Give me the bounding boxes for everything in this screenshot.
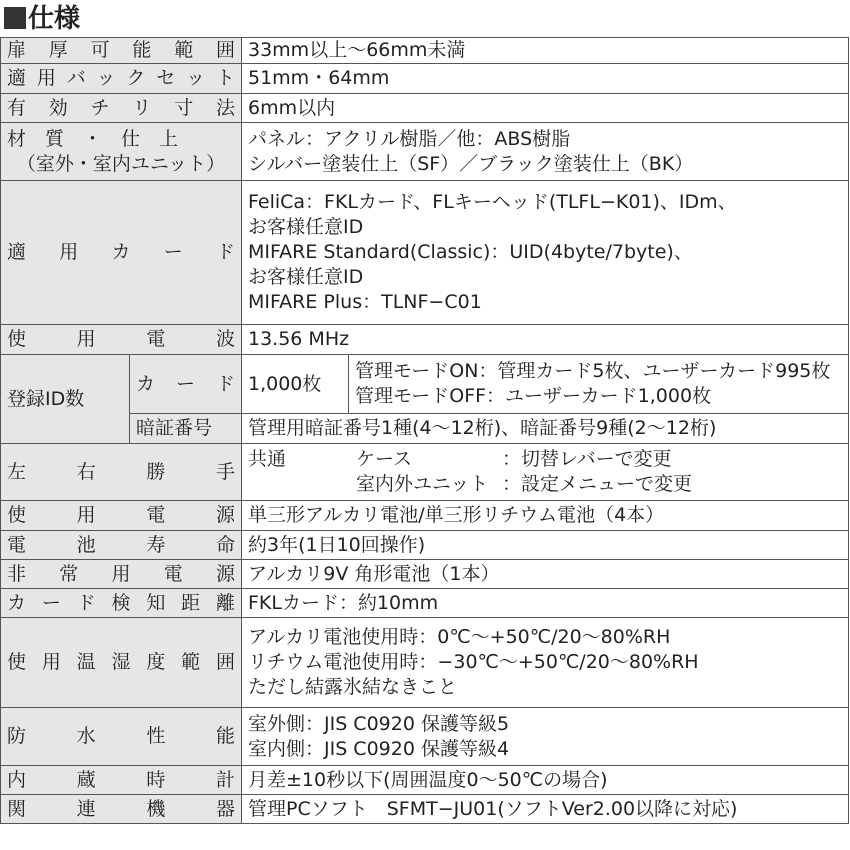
- label-char: 検: [111, 591, 131, 614]
- row-label: [1, 589, 242, 618]
- row-label-text: [7, 460, 235, 485]
- handing-case-value: ：切替レバーで変更: [502, 448, 672, 470]
- label-char: 非: [7, 562, 27, 585]
- label-char: 離: [215, 591, 235, 614]
- row-label-text: [7, 797, 235, 822]
- label-char: チ: [90, 96, 110, 119]
- label-char: 蔵: [76, 768, 96, 791]
- label-char: 時: [146, 768, 166, 791]
- row-label: [1, 708, 242, 766]
- row-label-text: [7, 533, 235, 558]
- label-char: 防: [7, 725, 27, 747]
- label-char: ッ: [186, 67, 206, 89]
- label-char: 可: [90, 39, 110, 61]
- label-char: カ: [111, 241, 131, 263]
- row-label-text: [7, 38, 235, 63]
- row-label: [1, 560, 242, 589]
- label-char: 用: [59, 241, 79, 263]
- table-row: [1, 560, 849, 589]
- value-line: MIFARE Plus：TLNF−C01: [248, 291, 482, 313]
- table-row: [1, 444, 849, 501]
- label-char: 適: [7, 241, 27, 263]
- label-char: ド: [215, 372, 235, 395]
- label-char: 範: [174, 39, 194, 61]
- label-char: 有: [7, 96, 27, 119]
- label-char: 寸: [174, 96, 194, 119]
- label-char: 右: [76, 460, 96, 483]
- label-char: 波: [215, 328, 235, 350]
- row-value: 6mm以内: [242, 94, 849, 123]
- label-char: 能: [132, 39, 152, 61]
- row-value: 管理用暗証番号1種(4〜12桁)、暗証番号9種(2〜12桁): [242, 414, 849, 444]
- value-line: 室外側：JIS C0920 保護等級5: [248, 712, 510, 735]
- table-row: [1, 64, 849, 94]
- row-label: [1, 64, 242, 94]
- label-char: 水: [76, 725, 96, 747]
- row-label: [1, 444, 242, 501]
- spec-table-container: [0, 37, 848, 824]
- table-row: [1, 38, 849, 64]
- label-char: 池: [76, 533, 96, 556]
- table-row: [1, 708, 849, 766]
- row-label-text: [136, 372, 235, 397]
- table-row: [1, 531, 849, 560]
- label-char: ー: [41, 591, 61, 614]
- handing-unit-key: 室内外ユニット: [356, 473, 489, 495]
- row-label: [1, 123, 242, 181]
- label-char: ド: [215, 241, 235, 263]
- row-value: [242, 181, 849, 325]
- label-char: 効: [48, 96, 68, 119]
- label-char: 勝: [146, 460, 166, 483]
- label-char: リ: [132, 96, 152, 119]
- value-line: お客様任意ID: [248, 216, 364, 238]
- sub-label: 暗証番号: [130, 414, 242, 444]
- handing-case-key: ケース: [356, 448, 413, 470]
- table-row: [1, 181, 849, 325]
- row-label-main: 材 質 ・ 仕 上: [7, 127, 179, 150]
- row-value: 33mm以上〜66mm未満: [242, 38, 849, 64]
- label-char: 計: [215, 768, 235, 791]
- title-square-icon: [4, 7, 26, 29]
- label-char: 源: [215, 562, 235, 585]
- label-char: ー: [175, 372, 195, 395]
- handing-case: [356, 447, 692, 472]
- table-row: [1, 766, 849, 795]
- row-value: [242, 708, 849, 766]
- sub-label: [130, 355, 242, 414]
- label-char: 電: [163, 562, 183, 585]
- row-value: [242, 123, 849, 181]
- label-char: 能: [215, 725, 235, 747]
- row-label: [1, 38, 242, 64]
- table-row: [1, 501, 849, 531]
- label-char: セ: [156, 67, 176, 89]
- label-char: 法: [215, 96, 235, 119]
- row-label-text: [7, 591, 235, 616]
- label-char: 度: [146, 651, 166, 673]
- row-label: [1, 766, 242, 795]
- label-char: 電: [7, 533, 27, 556]
- label-char: カ: [7, 591, 27, 614]
- label-char: 常: [59, 562, 79, 585]
- title-text: 仕様: [28, 4, 81, 34]
- row-label-text: [7, 327, 235, 352]
- label-char: 寿: [146, 533, 166, 556]
- label-char: ッ: [96, 67, 116, 89]
- label-char: 距: [181, 591, 201, 614]
- handing-unit: [356, 472, 692, 497]
- value-line: 管理モードOFF：ユーザーカード1,000枚: [355, 385, 712, 407]
- value-line: リチウム電池使用時：−30℃〜+50℃/20〜80%RH: [248, 651, 699, 673]
- row-value: 13.56 MHz: [242, 325, 849, 355]
- row-label: [1, 94, 242, 123]
- label-char: 囲: [215, 651, 235, 673]
- handing-common: 共通: [248, 448, 287, 470]
- label-char: 用: [36, 67, 56, 89]
- row-label: [1, 795, 242, 824]
- label-char: 用: [41, 651, 61, 673]
- label-char: 用: [76, 504, 96, 526]
- label-char: 扉: [7, 39, 27, 61]
- table-row: [1, 589, 849, 618]
- row-label-text: [7, 562, 235, 587]
- row-value: 月差±10秒以下(周囲温度0〜50℃の場合): [242, 766, 849, 795]
- page-title: [4, 2, 80, 36]
- value-line: 管理モードON：管理カード5枚、ユーザーカード995枚: [355, 360, 831, 382]
- value-line: FeliCa：FKLカード、FLキーヘッド(TLFL−K01)、IDm、: [248, 191, 737, 213]
- table-row: [1, 618, 849, 708]
- row-label-text: [7, 240, 235, 265]
- table-row: [1, 795, 849, 824]
- label-char: 性: [146, 725, 166, 747]
- card-count: 1,000枚: [242, 355, 349, 414]
- label-char: 使: [7, 328, 27, 350]
- row-label: [1, 618, 242, 708]
- row-label-sub: （室外・室内ユニット）: [16, 152, 226, 175]
- row-value: 単三形アルカリ電池/単三形リチウム電池（4本）: [242, 501, 849, 531]
- value-line: お客様任意ID: [248, 266, 364, 288]
- label-char: 範: [181, 651, 201, 673]
- value-line: アルカリ電池使用時：0℃〜+50℃/20〜80%RH: [248, 626, 671, 648]
- table-row: [1, 123, 849, 181]
- label-char: 厚: [48, 39, 68, 61]
- label-char: 関: [7, 797, 27, 820]
- spec-table: [0, 37, 849, 824]
- label-char: カ: [136, 372, 156, 395]
- label-char: 命: [215, 533, 235, 556]
- label-char: 温: [76, 651, 96, 673]
- label-char: 機: [146, 797, 166, 820]
- row-value: [242, 444, 849, 501]
- row-value: [349, 355, 849, 414]
- value-line: パネル：アクリル樹脂／他：ABS樹脂: [248, 127, 571, 150]
- label-char: ー: [163, 241, 183, 263]
- value-line: シルバー塗装仕上（SF）／ブラック塗装仕上（BK）: [248, 152, 694, 175]
- label-char: 適: [7, 67, 27, 89]
- row-label-text: [7, 503, 235, 528]
- handing-unit-value: ：設定メニューで変更: [502, 473, 693, 495]
- label-char: ド: [76, 591, 96, 614]
- label-char: 知: [146, 591, 166, 614]
- row-label-text: [7, 96, 235, 121]
- label-char: 電: [146, 504, 166, 526]
- label-char: 手: [215, 460, 235, 483]
- row-value: [242, 618, 849, 708]
- label-char: ク: [126, 67, 146, 89]
- row-label-text: [7, 724, 235, 749]
- row-value: 51mm・64mm: [242, 64, 849, 94]
- row-label-text: [7, 66, 235, 91]
- table-row: [1, 355, 849, 414]
- row-label: [1, 501, 242, 531]
- row-label: 登録ID数: [1, 355, 130, 444]
- row-label-text: [7, 650, 235, 675]
- row-label: [1, 531, 242, 560]
- table-row: [1, 325, 849, 355]
- label-char: 湿: [111, 651, 131, 673]
- label-char: 使: [7, 504, 27, 526]
- row-label: [1, 181, 242, 325]
- row-value: 管理PCソフト SFMT−JU01(ソフトVer2.00以降に対応): [242, 795, 849, 824]
- label-char: ト: [215, 67, 235, 89]
- label-char: 源: [215, 504, 235, 526]
- label-char: 器: [215, 797, 235, 820]
- label-char: 左: [7, 460, 27, 483]
- row-label: [1, 325, 242, 355]
- value-line: ただし結露氷結なきこと: [248, 676, 458, 698]
- row-label-text: [7, 768, 235, 793]
- value-line: MIFARE Standard(Classic)：UID(4byte/7byte)、: [248, 241, 693, 263]
- label-char: 用: [76, 328, 96, 350]
- label-char: 連: [76, 797, 96, 820]
- row-value: 約3年(1日10回操作): [242, 531, 849, 560]
- row-value: FKLカード：約10mm: [242, 589, 849, 618]
- row-value: アルカリ9V 角形電池（1本）: [242, 560, 849, 589]
- label-char: 用: [111, 562, 131, 585]
- label-char: 囲: [215, 39, 235, 61]
- value-line: 室内側：JIS C0920 保護等級4: [248, 737, 510, 760]
- label-char: 内: [7, 768, 27, 791]
- label-char: バ: [66, 67, 86, 89]
- label-char: 使: [7, 651, 27, 673]
- label-char: 電: [146, 328, 166, 350]
- table-row: [1, 94, 849, 123]
